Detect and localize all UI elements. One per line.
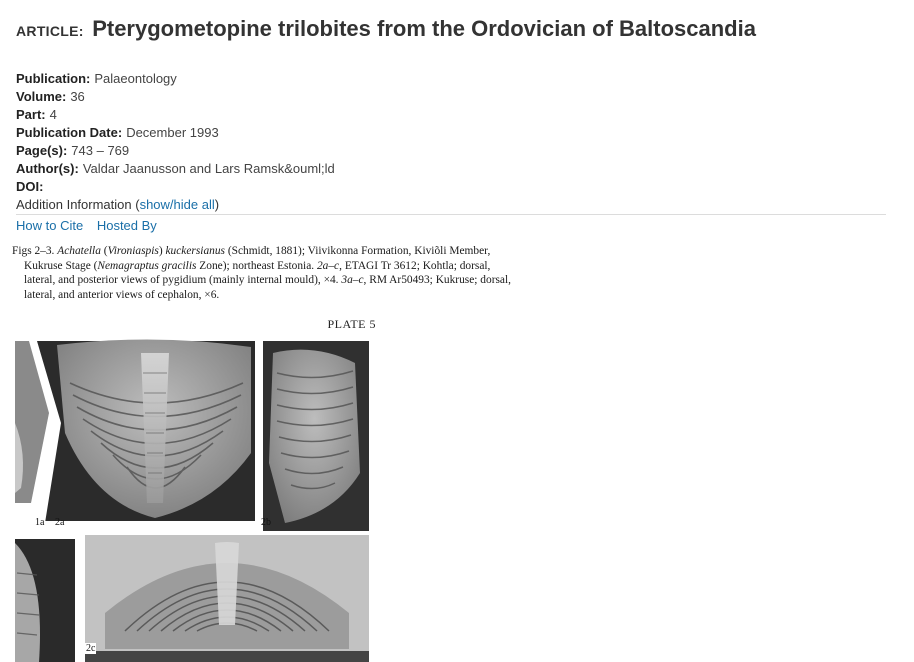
meta-label: Publication: [16,71,91,86]
caption-text: , RM Ar50493; Kukruse; dorsal, [363,274,511,286]
caption-text: (Schmidt, 1881); Viivikonna Formation, Kiviõli Member, [224,245,491,257]
caption-text: ) [158,245,166,257]
plate-label: PLATE 5 [327,317,376,331]
figure-label-1a: 1a [35,517,45,528]
caption-text: Zone); northeast Estonia. [196,259,317,272]
caption-fig-ref: 3a–c [341,274,364,286]
caption-fig-ref: 2a–c [316,259,340,272]
meta-doi [16,178,335,196]
article-heading [16,16,756,42]
caption-text: Kukruse Stage ( [24,259,98,272]
additional-label: Addition Information ( [16,197,140,212]
meta-publication [16,70,335,88]
meta-label: Publication Date: [16,125,123,140]
meta-label: DOI: [16,179,44,194]
caption-text: ( [100,245,108,257]
meta-authors [16,160,335,178]
figure-label-2c: 2c [86,643,96,654]
meta-label: Author(s): [16,161,79,176]
caption-subgenus: Vironiaspis [107,245,159,257]
meta-value: 743 – 769 [71,143,130,158]
caption-text: lateral, and posterior views of pygidium (mainly internal mould), ×4. [24,274,342,286]
meta-label: Volume: [16,89,67,104]
caption-text: , ETAGI Tr 3612; Kohtla; dorsal, [339,259,491,272]
divider [16,214,886,215]
caption-text: Figs 2–3. [12,245,58,257]
article-links [16,217,167,235]
meta-volume [16,88,335,106]
meta-label: Part: [16,107,46,122]
figure-label-2b: 2b [261,517,271,528]
meta-label: Page(s): [16,143,68,158]
additional-information [16,196,335,214]
figure-caption [12,244,587,302]
meta-publication-date [16,124,335,142]
trilobite-plate-photo [15,313,390,662]
hosted-by-link[interactable]: Hosted By [96,218,157,233]
meta-value: 4 [49,107,57,122]
caption-line-4: lateral, and anterior views of cephalon, ×6. [24,288,220,301]
caption-line-3 [12,273,587,288]
caption-line-1 [12,244,587,259]
meta-value: December 1993 [126,125,219,140]
meta-value: 36 [70,89,85,104]
caption-genus: Achatella [57,245,101,257]
meta-part [16,106,335,124]
meta-value: Valdar Jaanusson and Lars Ramsk&ouml;ld [82,161,335,176]
show-hide-all-link[interactable]: show/hide all [139,197,215,212]
meta-pages [16,142,335,160]
meta-value: Palaeontology [94,71,177,86]
how-to-cite-link[interactable]: How to Cite [16,218,84,233]
article-title: Pterygometopine trilobites from the Ordovician of Baltoscandia [92,16,756,41]
plate-image [15,313,390,662]
caption-species: kuckersianus [165,245,225,257]
article-metadata [16,70,335,214]
figure-label-2a: 2a [55,517,65,528]
caption-zone: Nemagraptus gracilis [97,259,197,272]
additional-suffix: ) [214,197,220,212]
article-type-label: ARTICLE: [16,23,84,39]
caption-line-2 [12,259,587,274]
